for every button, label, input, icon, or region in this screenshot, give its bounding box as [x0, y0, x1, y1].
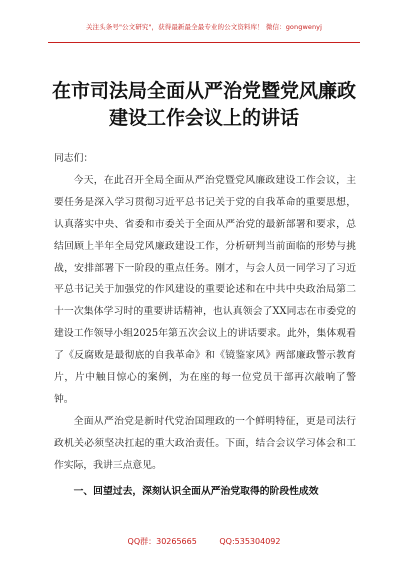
document-body	[54, 148, 356, 503]
footer-qq-group: QQ群：30265665	[127, 537, 197, 546]
title-line-1: 在市司法局全面从严治党暨党风廉政	[51, 80, 356, 102]
section-heading-1: 一、回望过去，深刻认识全面从严治党取得的阶段性成效	[73, 485, 319, 497]
document-title	[40, 78, 368, 132]
header-promo-text: 关注头条号"公文研究"，获得最新最全最专业的公文资料库！ 微信：gongwenyj	[85, 23, 323, 31]
paragraph-1: 今天，在此召开全局全面从严治党暨党风廉政建设工作会议，主要任务是深入学习贯彻习近平总书记关于党的自我革命的重要思想，认真落实中央、省委和市委关于全面从严治党的最新部署和要求，总结回顾上半年全局党风廉政建设工作，分析研判当前面临的形势与挑战，安排部署下一阶段的重点任务。刚才，与会人员一同学习了习近平总书记关于加强党的作风建设的重要论述和在中共中央政治局第二十一次集体学习时的重要讲话精神，也认真领会了XX同志在市委党的建设工作领导小组2025年第五次会议上的讲话要求。此外，集体观看了《反腐败是最彻底的自我革命》和《镜鉴家风》两部廉政警示教育片，片中触目惊心的案例，为在座的每一位党员干部再次敲响了警钟。	[54, 174, 356, 405]
footer-qq: QQ:535304092	[219, 537, 281, 546]
paragraph-2: 全面从严治党是新时代党治国理政的一个鲜明特征，更是司法行政机关必须坚决扛起的重大政治责任。下面，结合会议学习体会和工作实际，我讲三点意见。	[54, 415, 356, 471]
header-divider	[48, 42, 360, 43]
footer	[0, 536, 408, 547]
salutation: 同志们：	[54, 153, 94, 164]
title-line-2: 建设工作会议上的讲话	[108, 107, 299, 129]
